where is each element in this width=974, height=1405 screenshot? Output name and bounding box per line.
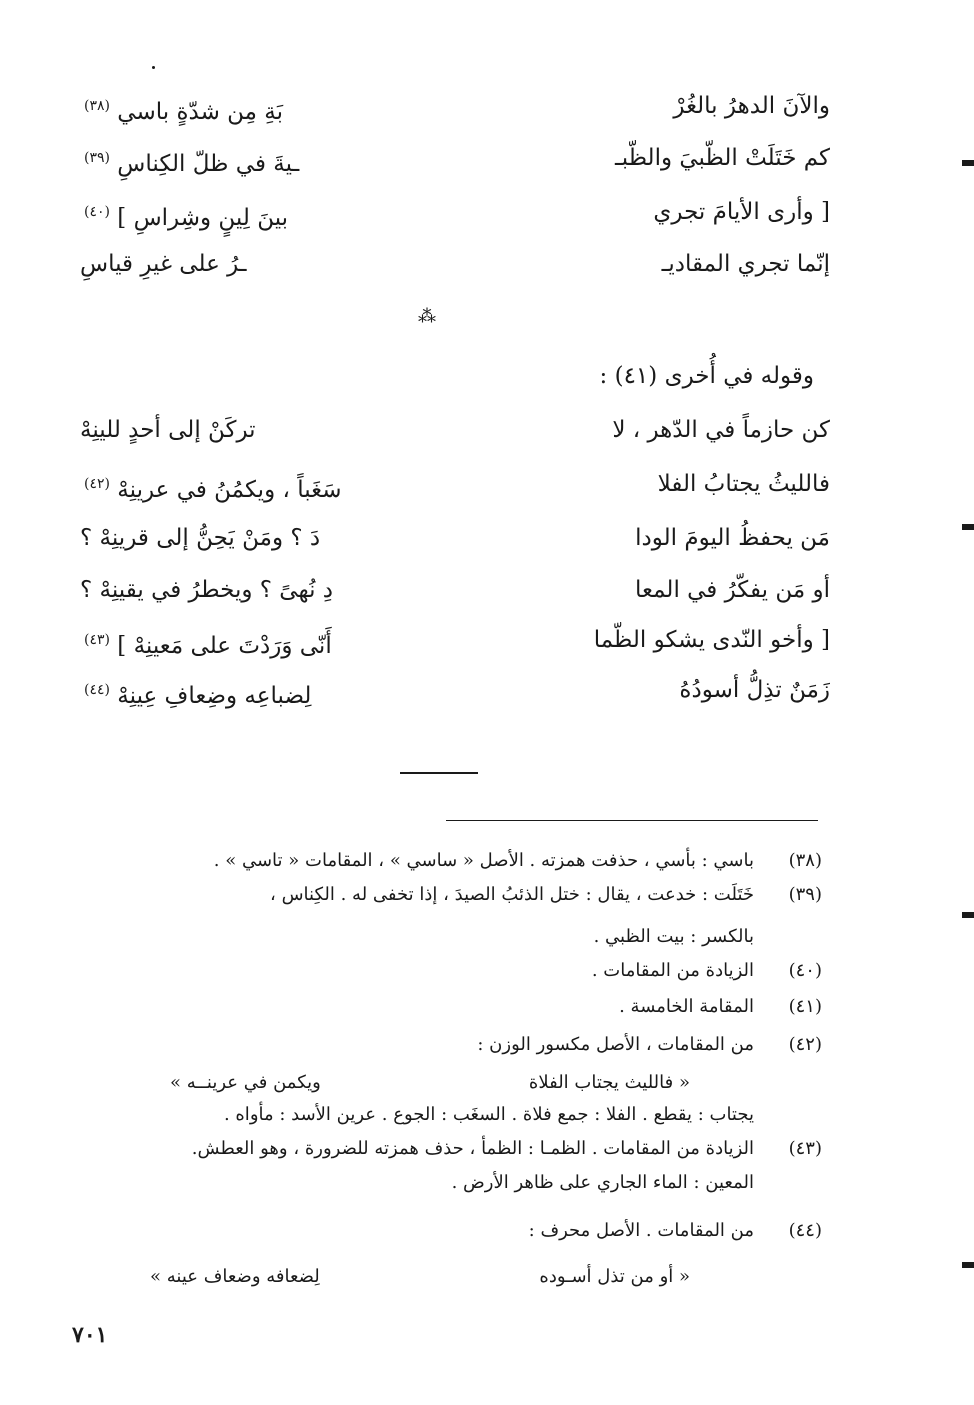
footnote-number: (٤٠) — [788, 960, 822, 981]
footnote-number: (٤٤) — [788, 1220, 822, 1241]
footnote-text: المعين : الماء الجاري على ظاهر الأرض . — [451, 1172, 754, 1193]
quote-second-hemistich: ويكمن في عرينــه » — [170, 1072, 321, 1093]
edge-mark — [962, 160, 974, 166]
footnote-ref: (٤٠) — [84, 204, 110, 220]
verse-ajuz — [80, 132, 420, 190]
verse-ajuz — [80, 512, 420, 564]
footnote-number: (٤٢) — [788, 1034, 822, 1055]
verse-sadr: [ وأخو النّدى يشكو الظّما — [593, 627, 830, 653]
poem1-verse-2 — [60, 132, 830, 184]
stray-mark — [152, 66, 155, 69]
verse-ajuz — [80, 186, 420, 244]
verse-sadr: زَمَنٌ تذِلُّ أسودُهُ — [679, 677, 830, 703]
verse-sadr: كن حازماً في الدّهر ، لا — [612, 417, 830, 443]
verse-ajuz — [80, 564, 420, 616]
footnote-text: من المقامات . الأصل محرف : — [528, 1220, 754, 1241]
verse-ajuz — [80, 404, 420, 456]
footnote-ref: (٣٩) — [84, 150, 110, 166]
poem2-verse-1 — [60, 404, 830, 456]
footnote-42-quote — [170, 1066, 690, 1100]
edge-mark — [962, 524, 974, 530]
poem2-verse-6 — [60, 664, 830, 716]
verse-ajuz-text: دَ ؟ ومَنْ يَحِنُّ إلى قرينِهْ ؟ — [80, 525, 321, 551]
poem2-verse-2 — [60, 458, 830, 510]
quote-second-hemistich: لِضعافه وضعاف عينه » — [150, 1266, 320, 1287]
verse-ajuz — [80, 614, 420, 672]
quote-first-hemistich: « فالليث يجتاب الفلاة — [528, 1072, 690, 1093]
footnote-text: يجتاب : يقطع . الفلا : جمع فلاة . السغَب : الجوع . عرين الأسد : مأواه . — [223, 1104, 754, 1125]
footnote-divider — [446, 820, 818, 821]
poem1-verse-1 — [60, 80, 830, 132]
poem1-verse-3 — [60, 186, 830, 238]
verse-sadr: مَن يحفظُ اليومَ الودا — [635, 525, 830, 551]
verse-ajuz-text: سَغَباً ، ويكمُنُ في عرينِهْ — [117, 476, 342, 503]
verse-ajuz-text: بينَ لِينٍ وشِراسِ ] — [117, 204, 289, 231]
poem2-verse-5 — [60, 614, 830, 666]
section-stars: ⁂ — [418, 306, 432, 327]
page-number: ٧٠١ — [72, 1322, 108, 1348]
verse-sadr: [ وأرى الأيامَ تجري — [653, 199, 830, 225]
verse-ajuz-text: ـرُ على غيرِ قياسِ — [80, 251, 247, 277]
footnote-text: بالكسر : بيت الظبي . — [593, 926, 754, 947]
verse-sadr: إنّما تجري المقاديـ — [661, 251, 830, 277]
footnote-text: باسي : بأسي ، حذفت همزته . الأصل « ساسي » ، المقامات « تاسي » . — [213, 850, 754, 871]
footnote-text: الزيادة من المقامات . — [591, 960, 754, 981]
footnote-text: المقامة الخامسة . — [619, 996, 754, 1017]
verse-ajuz-text: دِ نُهىً ؟ ويخطرُ في يقينِهْ ؟ — [80, 577, 334, 603]
verse-ajuz-text: أَنّى وَرَدْتَ على مَعينِهْ ] — [117, 632, 332, 659]
verse-ajuz — [80, 664, 420, 722]
poem-intro: وقوله في أُخرى (٤١) : — [599, 363, 814, 389]
verse-ajuz-text: ـيةَ في ظلّ الكِناسِ — [117, 150, 300, 177]
verse-ajuz-text: بَةِ مِن شدّةٍ باسي — [117, 98, 284, 125]
footnote-44-quote — [150, 1260, 690, 1294]
footnote-text: من المقامات ، الأصل مكسور الوزن : — [477, 1034, 754, 1055]
verse-sadr: والآنَ الدهرُ بالغُرْ — [673, 93, 830, 119]
footnote-ref: (٤٤) — [84, 682, 110, 698]
poem2-verse-3 — [60, 512, 830, 564]
footnote-ref: (٤٣) — [84, 632, 110, 648]
verse-ajuz-text: لِضباعِه وضِعافِ عِينِهْ — [117, 682, 312, 709]
verse-ajuz — [80, 238, 420, 290]
footnote-ref: (٣٨) — [84, 98, 110, 114]
footnote-text: خَتَلَت : خدعت ، يقال : ختل الذئبُ الصيدَ ، إذا تخفى له . الكِناس ، — [270, 884, 754, 905]
footnote-number: (٣٨) — [788, 850, 822, 871]
footnote-text: الزيادة من المقامات . الظمـا : الظمأ ، حذف همزته للضرورة ، وهو العطش. — [191, 1138, 754, 1159]
verse-sadr: أو مَن يفكّرُ في المعا — [635, 577, 830, 603]
section-divider — [400, 772, 478, 774]
quote-first-hemistich: « أو من تذل أسـوده — [539, 1266, 690, 1287]
edge-mark — [962, 1262, 974, 1268]
poem2-verse-4 — [60, 564, 830, 616]
footnote-ref: (٤٢) — [84, 476, 110, 492]
edge-mark — [962, 912, 974, 918]
footnote-number: (٣٩) — [788, 884, 822, 905]
footnote-number: (٤١) — [788, 996, 822, 1017]
poem1-verse-4 — [60, 238, 830, 290]
footnote-number: (٤٣) — [788, 1138, 822, 1159]
verse-sadr: كم خَتَلَتْ الظّبيَ والظّبـ — [615, 145, 830, 171]
verse-sadr: فالليثُ يجتابُ الفلا — [657, 471, 830, 497]
verse-ajuz-text: تركَنْ إلى أحدٍ للينِهْ — [80, 417, 256, 443]
verse-ajuz — [80, 80, 420, 138]
verse-ajuz — [80, 458, 420, 516]
